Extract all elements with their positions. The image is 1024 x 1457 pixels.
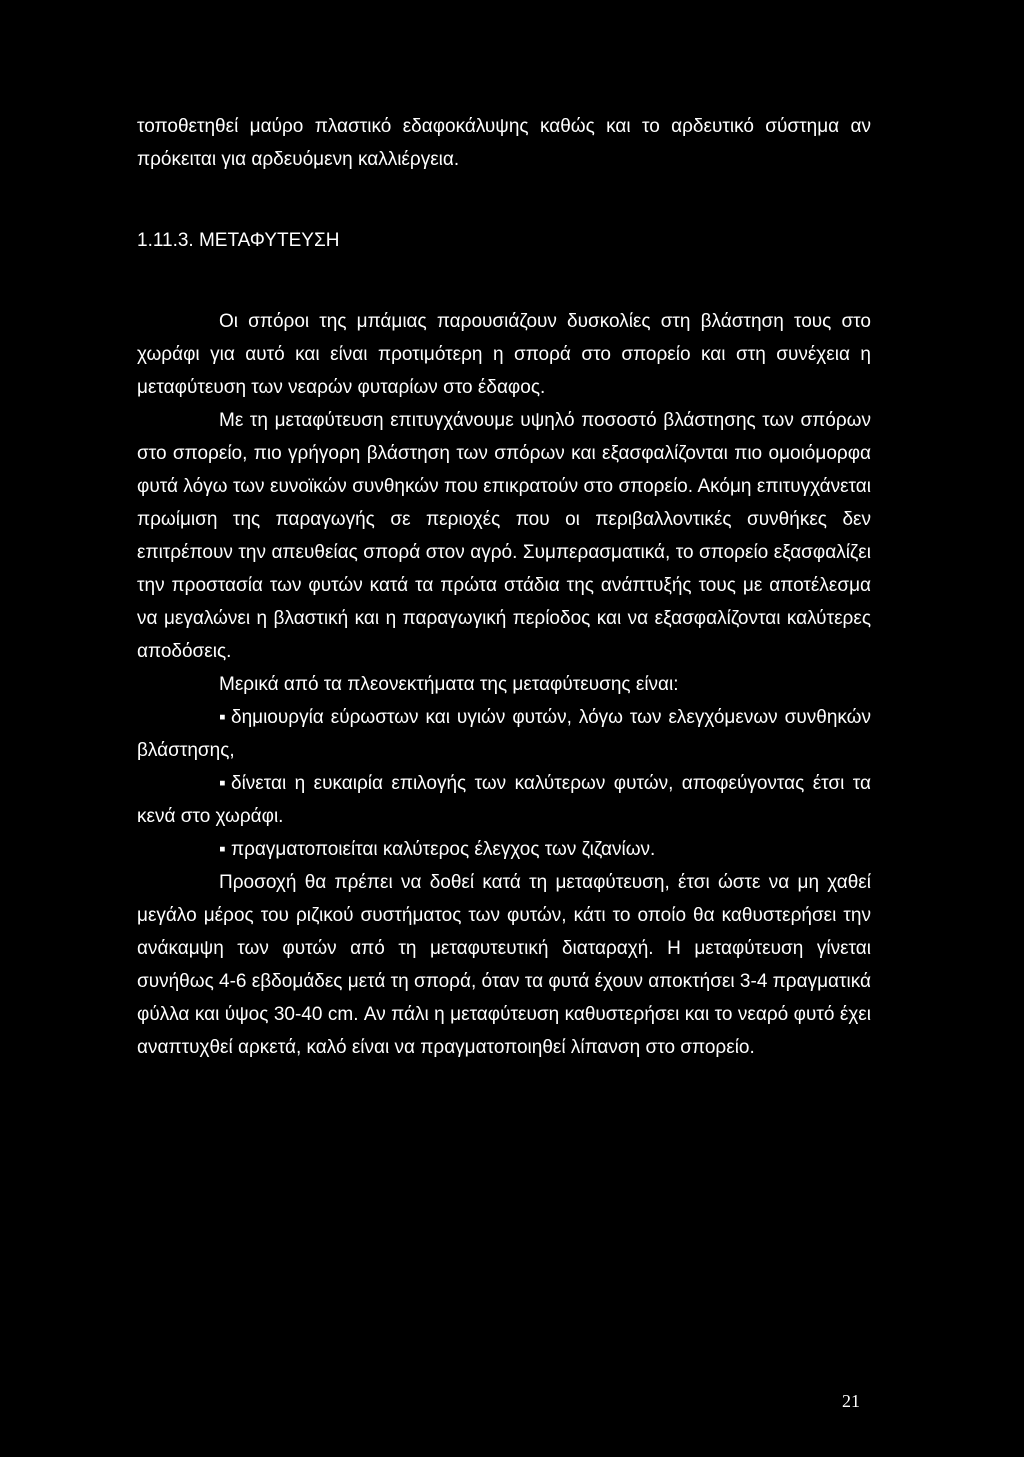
bullet-marker-icon: ▪	[219, 773, 226, 794]
bullet-text: πραγματοποιείται καλύτερος έλεγχος των ζιζανίων.	[231, 839, 656, 860]
paragraph-2: Με τη μεταφύτευση επιτυγχάνουμε υψηλό ποσοστό βλάστησης των σπόρων στο σπορείο, πιο γρήγορη βλάστηση των σπόρων και εξασφαλίζονται πιο ομοιόμορφα φυτά λόγω των ευνοϊκών συνθηκών που επικρατούν στο σπορείο. Ακόμη επιτυγχάνεται πρωίμιση της παραγωγής σε περιοχές που οι περιβαλλοντικές συνθήκες δεν επιτρέπουν την απευθείας σπορά στον αγρό. Συμπερασματικά, το σπορείο εξασφαλίζει την προστασία των φυτών κατά τα πρώτα στάδια της ανάπτυξής τους με αποτέλεσμα να μεγαλώνει η βλαστική και η παραγωγική περίοδος και να εξασφαλίζονται καλύτερες αποδόσεις.	[137, 410, 871, 662]
section-heading: 1.11.3. ΜΕΤΑΦΥΤΕΥΣΗ	[137, 230, 340, 251]
paragraph-1: Οι σπόροι της μπάμιας παρουσιάζουν δυσκολίες στη βλάστηση τους στο χωράφι για αυτό και είναι προτιμότερη η σπορά στο σπορείο και στη συνέχεια η μεταφύτευση των νεαρών φυταρίων στο έδαφος.	[137, 311, 871, 398]
page-number: 21	[842, 1391, 860, 1411]
bullet-item	[137, 767, 871, 833]
bullet-marker-icon: ▪	[219, 707, 226, 728]
paragraph-3: Μερικά από τα πλεονεκτήματα της μεταφύτευσης είναι:	[219, 674, 679, 695]
document-body	[137, 110, 871, 1064]
bullet-marker-icon: ▪	[219, 839, 226, 860]
intro-paragraph: τοποθετηθεί μαύρο πλαστικό εδαφοκάλυψης καθώς και το αρδευτικό σύστημα αν πρόκειται για αρδευόμενη καλλιέργεια.	[137, 116, 871, 170]
bullet-item	[137, 701, 871, 767]
paragraph-4: Προσοχή θα πρέπει να δοθεί κατά τη μεταφύτευση, έτσι ώστε να μη χαθεί μεγάλο μέρος του ριζικού συστήματος των φυτών, κάτι το οποίο θα καθυστερήσει την ανάκαμψη των φυτών από τη μεταφυτευτική διαταραχή. Η μεταφύτευση γίνεται συνήθως 4-6 εβδομάδες μετά τη σπορά, όταν τα φυτά έχουν αποκτήσει 3-4 πραγματικά φύλλα και ύψος 30-40 cm. Αν πάλι η μεταφύτευση καθυστερήσει και το νεαρό φυτό έχει αναπτυχθεί αρκετά, καλό είναι να πραγματοποιηθεί λίπανση στο σπορείο.	[137, 872, 871, 1058]
bullet-text: δημιουργία εύρωστων και υγιών φυτών, λόγω των ελεγχόμενων συνθηκών βλάστησης,	[137, 707, 871, 761]
bullet-text: δίνεται η ευκαιρία επιλογής των καλύτερων φυτών, αποφεύγοντας έτσι τα κενά στο χωράφι.	[137, 773, 871, 827]
bullet-item	[137, 833, 871, 866]
